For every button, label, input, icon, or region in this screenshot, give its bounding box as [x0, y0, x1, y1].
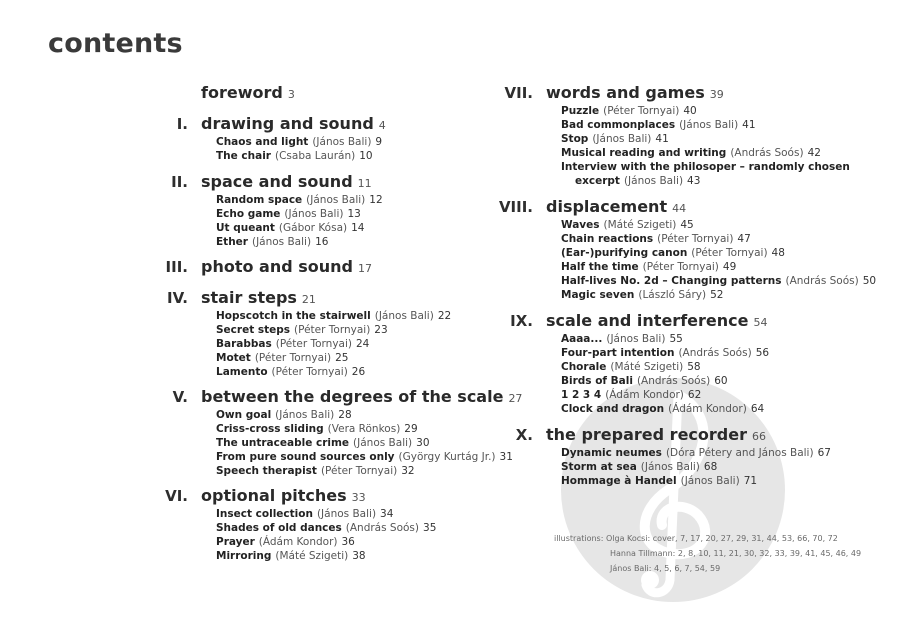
credit-line: Hanna Tillmann: 2, 8, 10, 11, 21, 30, 32, 33, 39, 41, 45, 46, 49 — [610, 549, 862, 558]
section-page-number: 66 — [751, 430, 766, 443]
toc-entry[interactable] — [216, 323, 500, 337]
section-heading[interactable] — [505, 83, 885, 105]
section-heading[interactable] — [160, 288, 500, 310]
entry-page-number: 28 — [338, 409, 352, 421]
entry-title: Secret steps — [216, 324, 291, 336]
toc-entry[interactable] — [216, 193, 500, 207]
section-heading[interactable] — [160, 257, 500, 279]
entry-page-number: 14 — [351, 222, 365, 234]
entry-author: (János Bali) — [640, 461, 700, 473]
entry-page-number: 48 — [771, 247, 785, 259]
entry-page-number: 24 — [355, 338, 370, 350]
entry-author: (Ádám Kondor) — [668, 403, 747, 415]
entry-title: Waves — [561, 219, 600, 231]
entry-page-number: 36 — [341, 536, 355, 548]
toc-entry[interactable] — [561, 346, 885, 360]
section-title-text: space and sound — [201, 172, 353, 191]
section-title — [201, 387, 522, 406]
toc-entry[interactable] — [561, 132, 885, 146]
toc-entry[interactable] — [216, 464, 500, 478]
entry-title: 1 2 3 4 — [561, 389, 602, 401]
section-title-text: between the degrees of the scale — [201, 387, 504, 406]
section-title-text: stair steps — [201, 288, 297, 307]
section-page-number: 21 — [301, 293, 316, 306]
section-page-number: 17 — [358, 262, 373, 275]
section-title — [201, 288, 316, 307]
entry-page-number: 35 — [423, 522, 437, 534]
entry-title: Birds of Bali — [561, 375, 633, 387]
section-number: VII. — [504, 84, 533, 102]
entry-author: (Péter Tornyai) — [603, 105, 680, 117]
entry-title: Hopscotch in the stairwell — [216, 310, 371, 322]
entry-page-number: 71 — [743, 475, 758, 487]
section-heading[interactable] — [505, 425, 885, 447]
entry-author: (János Bali) — [275, 409, 335, 421]
section-number: X. — [515, 426, 533, 444]
entry-page-number: 23 — [374, 324, 388, 336]
entry-author: (János Bali) — [374, 310, 434, 322]
toc-section — [505, 425, 885, 488]
entry-page-number: 34 — [380, 508, 394, 520]
entry-title: Insect collection — [216, 508, 313, 520]
entry-author: (János Bali) — [251, 236, 312, 248]
toc-entry[interactable] — [216, 507, 500, 521]
entry-page-number: 13 — [347, 208, 361, 220]
entry-title: The untraceable crime — [216, 437, 350, 449]
section-items — [216, 135, 500, 163]
entry-page-number: 42 — [807, 147, 821, 159]
toc-section — [160, 172, 500, 249]
toc-entry[interactable] — [561, 118, 885, 132]
entry-author: (Gábor Kósa) — [278, 222, 348, 234]
entry-author: (Péter Tornyai) — [271, 366, 348, 378]
entry-title: From pure sound sources only — [216, 451, 395, 463]
section-title — [546, 311, 767, 330]
toc-entry[interactable] — [216, 450, 513, 464]
entry-author: (György Kurtág Jr.) — [398, 451, 496, 463]
section-title — [546, 425, 766, 444]
entry-page-number: 52 — [710, 289, 724, 301]
section-items — [561, 332, 885, 416]
section-items — [216, 193, 500, 249]
entry-author: (Péter Tornyai) — [320, 465, 398, 477]
entry-page-number: 68 — [703, 461, 718, 473]
entry-title: Echo game — [216, 208, 281, 220]
section-page-number: 3 — [287, 88, 295, 101]
entry-page-number: 47 — [737, 233, 751, 245]
toc-entry[interactable] — [561, 232, 885, 246]
toc-entry[interactable] — [216, 535, 500, 549]
entry-title: Clock and dragon — [561, 403, 665, 415]
entry-title: Bad commonplaces — [561, 119, 676, 131]
toc-entry[interactable] — [575, 174, 885, 188]
entry-title: (Ear-)purifying canon — [561, 247, 688, 259]
entry-title: Criss-cross sliding — [216, 423, 324, 435]
toc-entry[interactable] — [216, 235, 500, 249]
entry-title: Prayer — [216, 536, 255, 548]
section-items — [561, 218, 885, 302]
section-number: IX. — [510, 312, 533, 330]
section-title-text: words and games — [546, 83, 705, 102]
entry-author: (Ádám Kondor) — [258, 536, 338, 548]
section-page-number: 54 — [753, 316, 768, 329]
section-title — [201, 83, 295, 102]
entry-author: (János Bali) — [284, 208, 344, 220]
entry-author: (János Bali) — [679, 119, 739, 131]
entry-title: Hommage à Handel — [561, 475, 677, 487]
entry-page-number: 9 — [375, 136, 383, 148]
entry-page-number: 41 — [742, 119, 756, 131]
entry-page-number: 62 — [687, 389, 702, 401]
entry-title: Barabbas — [216, 338, 272, 350]
toc-entry[interactable] — [561, 332, 885, 346]
section-heading[interactable] — [160, 486, 500, 508]
toc-entry[interactable] — [216, 221, 500, 235]
toc-section — [160, 387, 523, 478]
section-title — [546, 83, 724, 102]
section-title — [201, 257, 372, 276]
section-title-text: the prepared recorder — [546, 425, 747, 444]
entry-page-number: 38 — [352, 550, 366, 562]
toc-section — [160, 486, 500, 563]
entry-author: (Máté Szigeti) — [603, 219, 677, 231]
section-title-text: foreword — [201, 83, 283, 102]
toc-section — [505, 311, 885, 416]
toc-entry[interactable] — [216, 309, 500, 323]
section-title — [546, 197, 686, 216]
toc-section — [160, 114, 500, 163]
entry-page-number: 43 — [687, 175, 701, 187]
toc-section — [160, 257, 500, 279]
section-page-number: 33 — [351, 491, 366, 504]
section-page-number: 27 — [508, 392, 523, 405]
entry-title: Half-lives No. 2d – Changing patterns — [561, 275, 782, 287]
section-number: III. — [165, 258, 188, 276]
toc-section — [160, 288, 500, 379]
entry-page-number: 16 — [315, 236, 329, 248]
toc-entry[interactable] — [216, 135, 500, 149]
toc-right-column — [498, 83, 885, 488]
entry-author: (Máté Szigeti) — [275, 550, 349, 562]
toc-entry[interactable] — [561, 374, 885, 388]
page-title: contents — [48, 28, 183, 59]
section-page-number: 44 — [672, 202, 687, 215]
entry-title: Lamento — [216, 366, 268, 378]
entry-author: (János Bali) — [312, 136, 372, 148]
entry-title: Dynamic neumes — [561, 447, 662, 459]
toc-section — [505, 83, 885, 188]
entry-page-number: 10 — [359, 150, 373, 162]
entry-title: Magic seven — [561, 289, 635, 301]
entry-author: (Péter Tornyai) — [691, 247, 768, 259]
entry-author: (Vera Rönkos) — [327, 423, 401, 435]
section-number: I. — [176, 115, 188, 133]
section-heading[interactable] — [160, 387, 523, 409]
section-items — [216, 309, 500, 379]
toc-entry[interactable] — [561, 218, 885, 232]
entry-author: (Dóra Pétery and János Bali) — [665, 447, 814, 459]
entry-page-number: 55 — [669, 333, 683, 345]
entry-author: (András Soós) — [345, 522, 420, 534]
entry-author: (János Bali) — [606, 333, 666, 345]
entry-page-number: 45 — [680, 219, 694, 231]
entry-page-number: 49 — [722, 261, 737, 273]
toc-entry[interactable] — [561, 288, 885, 302]
entry-title: Ut queant — [216, 222, 275, 234]
section-page-number: 11 — [357, 177, 372, 190]
section-title — [201, 114, 386, 133]
entry-author: (László Sáry) — [638, 289, 707, 301]
entry-title: Chorale — [561, 361, 607, 373]
entry-page-number: 25 — [335, 352, 349, 364]
toc-entry[interactable] — [561, 474, 885, 488]
entry-title: Stop — [561, 133, 589, 145]
toc-section — [160, 83, 500, 105]
entry-author: (Péter Tornyai) — [657, 233, 734, 245]
section-number: VIII. — [498, 198, 533, 216]
entry-page-number: 50 — [862, 275, 877, 287]
entry-page-number: 12 — [369, 194, 383, 206]
section-heading[interactable] — [505, 311, 885, 333]
credit-line: János Bali: 4, 5, 6, 7, 54, 59 — [610, 564, 721, 573]
credit-line: illustrations: Olga Kocsi: cover, 7, 17, 20, 27, 29, 31, 44, 53, 66, 70, 72 — [554, 534, 838, 543]
section-heading[interactable] — [160, 172, 500, 194]
toc-entry[interactable] — [216, 337, 500, 351]
entry-title: Motet — [216, 352, 251, 364]
toc-entry[interactable] — [216, 549, 500, 563]
entry-page-number: 40 — [683, 105, 697, 117]
entry-page-number: 30 — [416, 437, 430, 449]
entry-page-number: 56 — [755, 347, 770, 359]
toc-entry[interactable] — [561, 360, 885, 374]
section-title-text: drawing and sound — [201, 114, 374, 133]
entry-title: Own goal — [216, 409, 272, 421]
entry-title: Shades of old dances — [216, 522, 342, 534]
entry-author: (András Soós) — [678, 347, 752, 359]
toc-entry[interactable] — [561, 446, 885, 460]
entry-title: Ether — [216, 236, 248, 248]
entry-author: (Péter Tornyai) — [642, 261, 719, 273]
entry-title: The chair — [216, 150, 271, 162]
toc-entry[interactable] — [561, 402, 885, 416]
entry-author: (János Bali) — [623, 175, 684, 187]
section-items — [561, 446, 885, 488]
entry-author: (András Soós) — [730, 147, 804, 159]
entry-author: (András Soós) — [785, 275, 859, 287]
entry-author: (János Bali) — [680, 475, 740, 487]
toc-entry[interactable] — [216, 149, 500, 163]
toc-entry[interactable] — [216, 408, 500, 422]
entry-title: Chain reactions — [561, 233, 654, 245]
toc-entry[interactable] — [216, 436, 500, 450]
entry-page-number: 31 — [499, 451, 513, 463]
section-number: V. — [172, 388, 188, 406]
entry-page-number: 22 — [437, 310, 452, 322]
entry-page-number: 60 — [714, 375, 728, 387]
entry-page-number: 29 — [404, 423, 418, 435]
toc-entry[interactable] — [216, 422, 500, 436]
entry-author: (János Bali) — [316, 508, 377, 520]
entry-author: (János Bali) — [592, 133, 652, 145]
toc-entry[interactable] — [561, 274, 885, 288]
entry-page-number: 58 — [687, 361, 701, 373]
section-page-number: 39 — [709, 88, 724, 101]
section-heading[interactable] — [498, 197, 885, 219]
toc-entry[interactable] — [561, 104, 885, 118]
section-title-text: photo and sound — [201, 257, 354, 276]
entry-title: Interview with the philosoper – randomly chosen — [561, 161, 850, 173]
entry-page-number: 41 — [655, 133, 669, 145]
entry-title: Storm at sea — [561, 461, 637, 473]
section-title-text: optional pitches — [201, 486, 347, 505]
toc-entry[interactable] — [216, 521, 500, 535]
toc-entry[interactable] — [561, 260, 885, 274]
section-page-number: 4 — [378, 119, 386, 132]
entry-title: excerpt — [575, 175, 620, 187]
section-number: VI. — [165, 487, 188, 505]
entry-author: (Csaba Laurán) — [274, 150, 356, 162]
toc-entry[interactable] — [561, 146, 885, 160]
entry-author: (András Soós) — [636, 375, 711, 387]
entry-author: (Máté Szigeti) — [610, 361, 684, 373]
section-number: IV. — [167, 289, 188, 307]
entry-author: (Péter Tornyai) — [275, 338, 352, 350]
toc-entry[interactable] — [216, 351, 500, 365]
entry-author: (Ádám Kondor) — [605, 389, 684, 401]
entry-title: Mirroring — [216, 550, 272, 562]
entry-page-number: 32 — [401, 465, 415, 477]
entry-title: Puzzle — [561, 105, 600, 117]
section-items — [216, 408, 513, 478]
section-title-text: scale and interference — [546, 311, 749, 330]
section-number: II. — [171, 173, 188, 191]
toc-entry[interactable] — [561, 246, 885, 260]
toc-entry[interactable] — [561, 388, 885, 402]
section-items — [216, 507, 500, 563]
entry-author: (Péter Tornyai) — [254, 352, 332, 364]
entry-title: Musical reading and writing — [561, 147, 727, 159]
section-heading[interactable] — [160, 83, 500, 105]
toc-section — [498, 197, 885, 302]
section-heading[interactable] — [160, 114, 500, 136]
entry-title: Aaaa... — [561, 333, 603, 345]
entry-page-number: 67 — [817, 447, 831, 459]
entry-author: (János Bali) — [353, 437, 413, 449]
section-title-text: displacement — [546, 197, 668, 216]
toc-entry[interactable] — [561, 160, 885, 174]
section-items — [561, 104, 885, 188]
entry-author: (Péter Tornyai) — [294, 324, 371, 336]
toc-entry[interactable] — [561, 460, 885, 474]
entry-title: Half the time — [561, 261, 639, 273]
section-title — [201, 172, 372, 191]
section-title — [201, 486, 366, 505]
entry-title: Four-part intention — [561, 347, 675, 359]
entry-title: Random space — [216, 194, 303, 206]
entry-page-number: 64 — [750, 403, 765, 415]
entry-author: (János Bali) — [306, 194, 366, 206]
entry-page-number: 26 — [351, 366, 366, 378]
toc-entry[interactable] — [216, 365, 500, 379]
toc-entry[interactable] — [216, 207, 500, 221]
entry-title: Chaos and light — [216, 136, 309, 148]
entry-title: Speech therapist — [216, 465, 317, 477]
